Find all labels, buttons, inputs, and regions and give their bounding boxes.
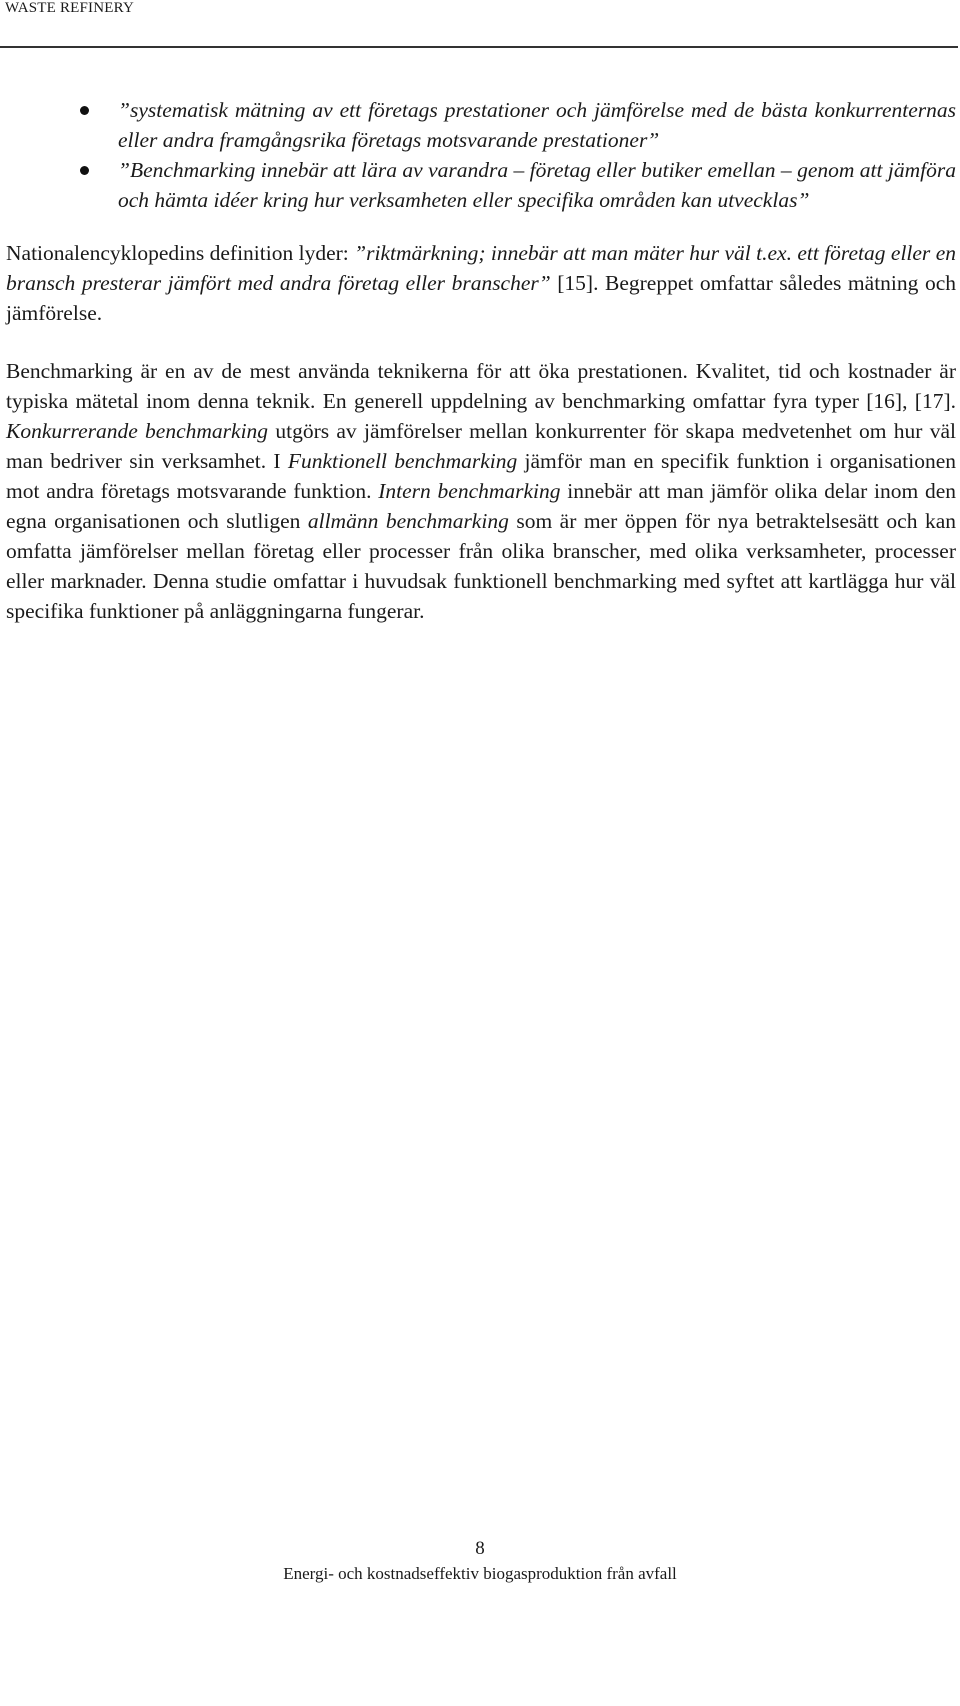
benchmarking-types-paragraph (6, 356, 956, 626)
bullet-text: ”Benchmarking innebär att lära av varandra – företag eller butiker emellan – genom att jämföra och hämta idéer kring hur verksamheten eller specifika områden kan utvecklas” (118, 158, 956, 212)
running-footer: Energi- och kostnadseffektiv biogasproduktion från avfall (283, 1564, 677, 1583)
term-konkurrerande: Konkurrerande benchmarking (6, 419, 269, 443)
page-body (6, 95, 956, 654)
bullet-icon (80, 106, 89, 115)
term-allmann: allmänn benchmarking (307, 509, 509, 533)
list-item (6, 155, 956, 215)
bullet-text: ”systematisk mätning av ett företags prestationer och jämförelse med de bästa konkurrenternas eller andra framgångsrika företags motsvarande prestationer” (118, 98, 956, 152)
term-intern: Intern benchmarking (378, 479, 561, 503)
body-text: utgörs av jämförelser mellan konkurrenter för skapa medvetenhet om hur väl man bedriver sin verksamhet. I (6, 419, 956, 473)
definition-bullet-list (6, 95, 956, 215)
term-funktionell: Funktionell benchmarking (287, 449, 518, 473)
list-item (6, 95, 956, 155)
body-text: som är mer öppen för nya betraktelsesätt och kan omfatta jämförelser mellan företag eller processer från olika branscher, med olika verksamheter, processer eller marknader. Denna studie omfattar i huvudsak funktionell benchmarking med syftet att kartlägga hur väl specifika funktioner på anläggningarna fungerar. (6, 509, 956, 623)
body-text: jämför man en specifik funktion i organisationen mot andra företags motsvarande funktion. (6, 449, 956, 503)
encyclopedia-definition-paragraph (6, 238, 956, 328)
body-text: innebär att man jämför olika delar inom den egna organisationen och slutligen (6, 479, 956, 533)
running-header: WASTE REFINERY (5, 0, 135, 16)
definition-quote: ”riktmärkning; innebär att man mäter hur väl t.ex. ett företag eller en bransch presterar jämfört med andra företag eller branscher” (6, 241, 956, 295)
header-divider (0, 46, 958, 48)
body-text: Benchmarking är en av de mest använda teknikerna för att öka prestationen. Kvalitet, tid och kostnader är typiska mätetal inom denna teknik. En generell uppdelning av benchmarking omfattar fyra typer [16], [17]. (6, 359, 956, 413)
definition-tail: [15]. Begreppet omfattar således mätning och jämförelse. (6, 271, 956, 325)
page-number: 8 (475, 1538, 485, 1559)
bullet-icon (80, 166, 89, 175)
definition-lead: Nationalencyklopedins definition lyder: (6, 241, 355, 265)
